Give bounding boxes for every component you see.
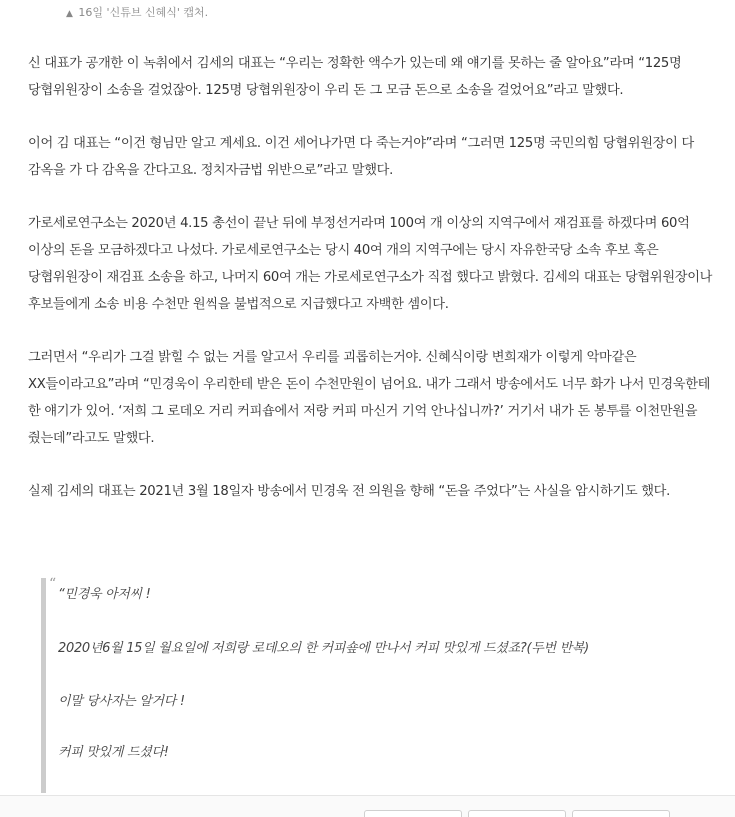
toolbar-button-1[interactable]: [364, 810, 462, 817]
paragraph-2: 이어 김 대표는 “이건 형님만 알고 계세요. 이건 세어나가면 다 죽는거야”라며 “그러면 125명 국민의힘 당협위원장이 다 감옥을 가 다 감옥을 간다고요. 정치자금법 위반으로”라고 말했다.: [28, 136, 694, 178]
paragraph-5: 실제 김세의 대표는 2021년 3월 18일자 방송에서 민경욱 전 의원을 향해 “돈을 주었다”는 사실을 암시하기도 했다.: [28, 484, 670, 499]
quote-line-2: 2020년6월 15일 월요일에 저희랑 로데오의 한 커피숖에 만나서 커피 맛있게 드셨죠?(두번 반복): [58, 641, 589, 656]
article-body: [28, 50, 713, 531]
blockquote: [41, 578, 701, 793]
image-caption: [66, 4, 208, 20]
quote-mark-icon: “: [49, 576, 57, 592]
toolbar-button-3[interactable]: [572, 810, 670, 817]
paragraph-4: 그러면서 “우리가 그걸 밝힐 수 없는 거를 알고서 우리를 괴롭히는거야. 신혜식이랑 변희재가 이렇게 악마같은 XX들이라고요”라며 “민경욱이 우리한테 받은 돈이 수천만원이 넘어요. 내가 그래서 방송에서도 너무 화가 나서 민경욱한테 한 얘기가 있어. ‘저희 그 로데오 거리 커피숍에서 저랑 커피 마신거 기억 안나십니까?’ 거기서 내가 돈 봉투를 이천만원을 줬는데”라고도 말했다.: [28, 350, 711, 446]
caption-text: 16일 '신튜브 신혜식' 캡처.: [78, 6, 209, 19]
quote-line-4: 커피 맛있게 드셨다!: [58, 745, 169, 760]
paragraph-3: 가로세로연구소는 2020년 4.15 총선이 끝난 뒤에 부정선거라며 100여 개 이상의 지역구에서 재검표를 하겠다며 60억 이상의 돈을 모금하겠다고 나섰다. 가로세로연구소는 당시 40여 개의 지역구에는 당시 자유한국당 소속 후보 혹은 당협위원장이 재검표 소송을 하고, 나머지 60여 개는 가로세로연구소가 직접 했다고 밝혔다. 김세의 대표는 당협위원장이나 후보들에게 소송 비용 수천만 원씩을 불법적으로 지급했다고 자백한 셈이다.: [28, 216, 713, 312]
quote-line-3: 이말 당사자는 알거다 !: [58, 694, 185, 709]
caption-triangle-icon: ▲: [66, 9, 73, 19]
toolbar-button-2[interactable]: [468, 810, 566, 817]
quote-line-1: “민경욱 아저씨 !: [58, 587, 151, 602]
paragraph-1: 신 대표가 공개한 이 녹취에서 김세의 대표는 “우리는 정확한 액수가 있는데 왜 얘기를 못하는 줄 알아요”라며 “125명 당협위원장이 소송을 걸었잖아. 125명 당협위원장이 우리 돈 그 모금 돈으로 소송을 걸었어요”라고 말했다.: [28, 56, 682, 98]
